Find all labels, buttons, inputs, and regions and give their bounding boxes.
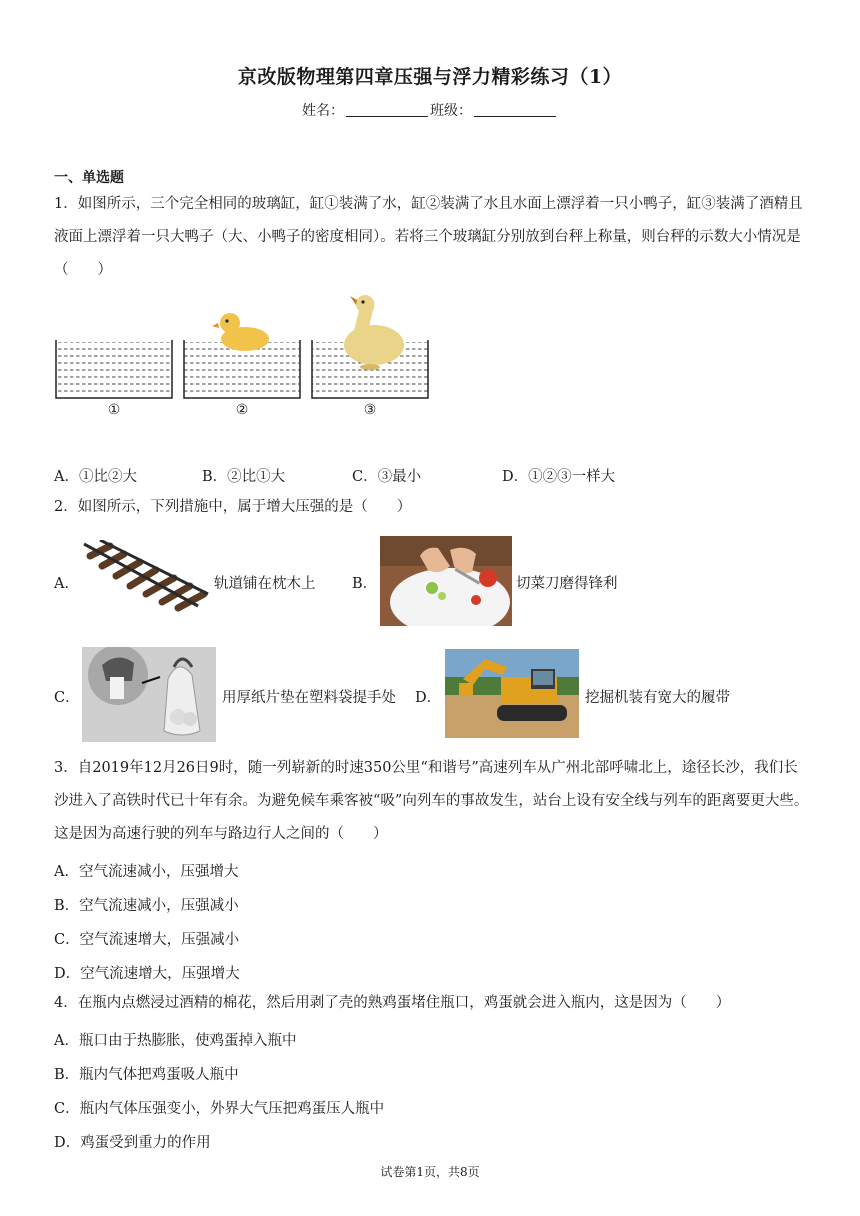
class-blank[interactable] (474, 102, 556, 117)
question-3-text: 3．自2019年12月26日9时，随一列崭新的时速350公里“和谐号”高速列车从广州北部呼啸北上，途径长沙，我们长沙进入了高铁时代已十年有余。为避免候车乘客被“吸”向列车的事故发生，站台上设有安全线与列车的距离要更大些。这是因为高速行驶的列车与路边行人之间的（ ） (54, 760, 809, 842)
plastic-bag-image (82, 647, 216, 742)
q2-option-d-caption: 挖掘机装有宽大的履带 (585, 690, 730, 706)
page-title: 京改版物理第四章压强与浮力精彩练习（1） (237, 66, 623, 88)
tank-label-2: ② (235, 402, 249, 418)
big-duck-icon (344, 295, 404, 370)
q3-option-b[interactable]: B．空气流速减小，压强减小 (54, 898, 239, 914)
q2-option-b-letter[interactable]: B． (352, 576, 378, 592)
excavator-image (445, 649, 579, 738)
q1-option-c[interactable]: C．③最小 (352, 469, 422, 485)
question-4-text: 4．在瓶内点燃浸过酒精的棉花，然后用剥了壳的熟鸡蛋堵住瓶口，鸡蛋就会进入瓶内，这是因为（ ） (54, 995, 731, 1011)
q1-option-a[interactable]: A．①比②大 (54, 469, 137, 485)
q2-option-c-letter[interactable]: C． (54, 690, 80, 706)
class-label: 班级： (430, 103, 472, 119)
q2-option-d-letter[interactable]: D． (415, 690, 442, 706)
q3-option-a[interactable]: A．空气流速减小，压强增大 (54, 864, 239, 880)
q3-option-c[interactable]: C．空气流速增大，压强减小 (54, 932, 240, 948)
q4-option-a[interactable]: A．瓶口由于热膨胀，使鸡蛋掉入瓶中 (54, 1033, 297, 1049)
q2-option-a-caption: 轨道铺在枕木上 (214, 576, 316, 592)
question-2-text: 2．如图所示，下列措施中，属于增大压强的是（ ） (54, 499, 412, 515)
q4-option-b[interactable]: B．瓶内气体把鸡蛋吸人瓶中 (54, 1067, 239, 1083)
q4-option-d[interactable]: D．鸡蛋受到重力的作用 (54, 1135, 211, 1151)
q1-option-d[interactable]: D．①②③一样大 (502, 469, 616, 485)
cutting-vegetables-image (380, 536, 512, 626)
q4-option-c[interactable]: C．瓶内气体压强变小，外界大气压把鸡蛋压人瓶中 (54, 1101, 385, 1117)
q2-option-a-letter[interactable]: A． (54, 576, 79, 592)
q1-figure-tanks (52, 290, 442, 420)
tank-label-1: ① (107, 402, 121, 418)
q2-option-b-caption: 切菜刀磨得锋利 (516, 576, 618, 592)
student-info (0, 100, 860, 120)
q3-option-d[interactable]: D．空气流速增大，压强增大 (54, 966, 240, 982)
name-label: 姓名： (302, 103, 344, 119)
section-title: 一、单选题 (54, 170, 124, 186)
question-1-text: 1．如图所示，三个完全相同的玻璃缸，缸①装满了水，缸②装满了水且水面上漂浮着一只小鸭子，缸③装满了酒精且液面上漂浮着一只大鸭子（大、小鸭子的密度相同）。若将三个玻璃缸分别放到台秤上称量，则台秤的示数大小情况是（ ） (54, 196, 803, 278)
q1-option-b[interactable]: B．②比①大 (202, 469, 286, 485)
tank-label-3: ③ (363, 402, 377, 418)
tank-1 (56, 340, 172, 398)
q2-option-c-caption: 用厚纸片垫在塑料袋提手处 (222, 690, 396, 706)
page-footer: 试卷第1页，共8页 (380, 1165, 480, 1179)
railway-track-image (80, 540, 210, 612)
name-blank[interactable] (346, 102, 428, 117)
